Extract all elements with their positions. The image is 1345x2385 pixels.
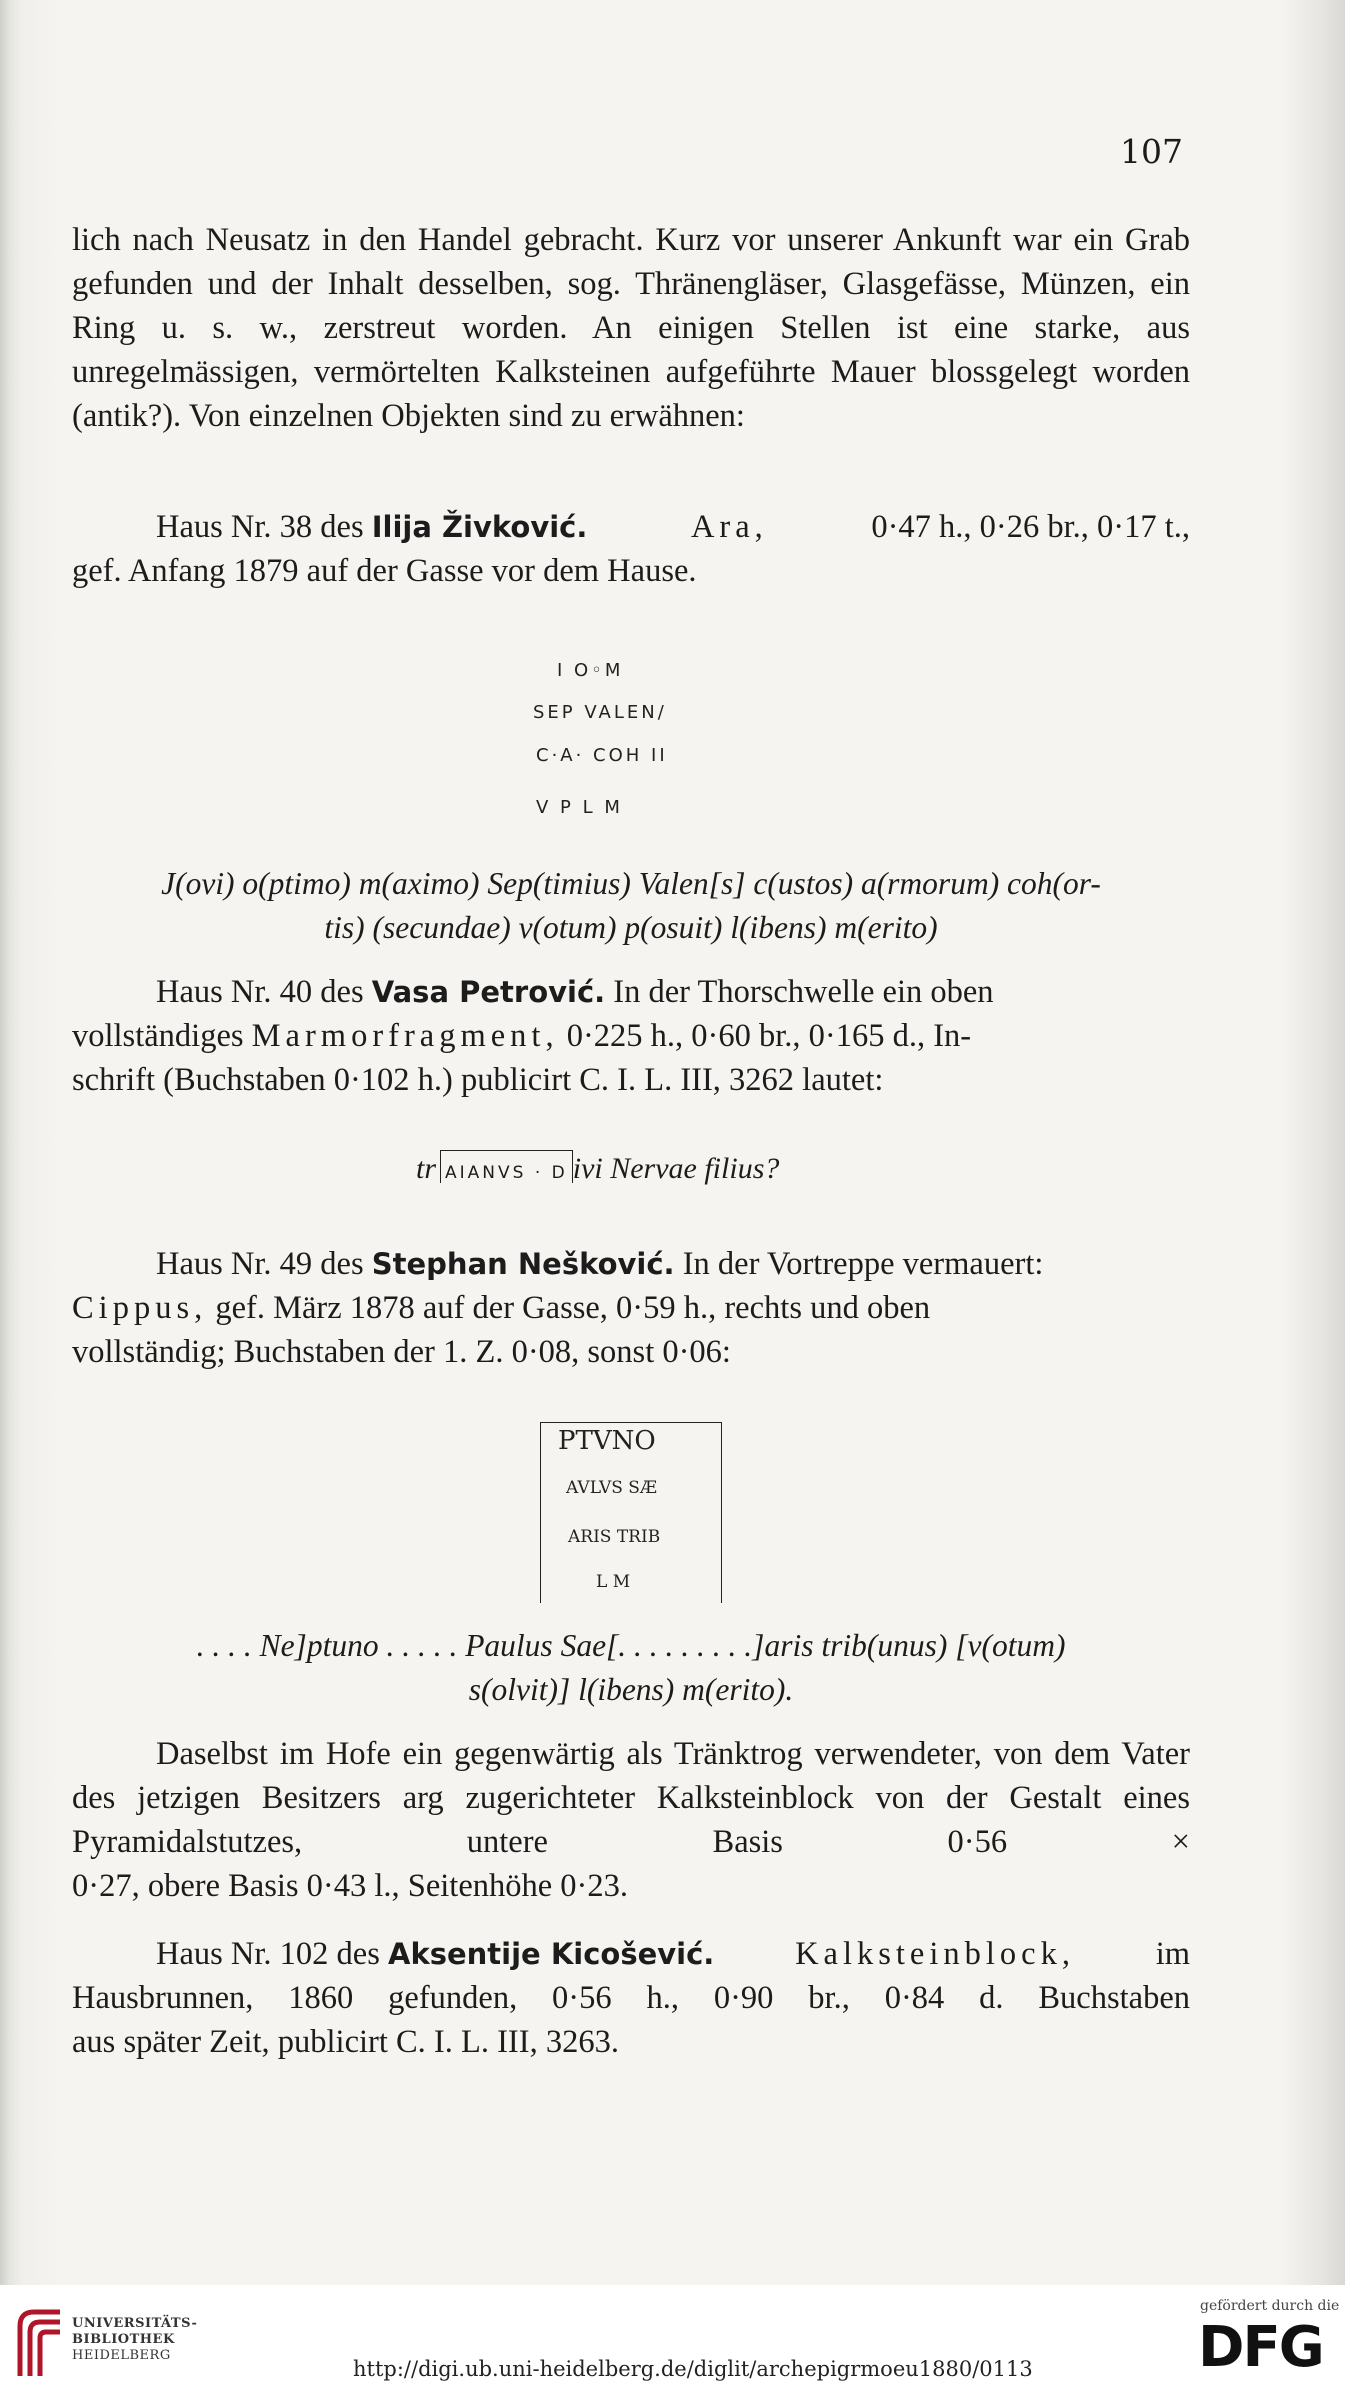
entry-38-line2: gef. Anfang 1879 auf der Gasse vor dem Hause. <box>72 553 697 589</box>
entry-40-line2: vollständiges Marmorfragment, 0·225 h., 0·60 br., 0·165 d., In- <box>72 1018 972 1054</box>
entry-40-line3: schrift (Buchstaben 0·102 h.) publicirt C. I. L. III, 3262 lautet: <box>72 1062 884 1098</box>
hof-paragraph: Daselbst im Hofe ein gegenwärtig als Tränktrog verwendeter, von dem Vater des jetzigen Besitzers arg zugerichteter Kalksteinblock von der Gestalt eines Pyramidalstutzes, untere Basis 0·56 × <box>72 1736 1190 1860</box>
entry-102-line3: aus später Zeit, publicirt C. I. L. III, 3263. <box>72 2024 619 2060</box>
hof-paragraph-last-line: 0·27, obere Basis 0·43 l., Seitenhöhe 0·23. <box>72 1868 629 1904</box>
reading-49-line2: s(olvit)] l(ibens) m(erito). <box>468 1672 794 1707</box>
page-number: 107 <box>1120 132 1183 171</box>
reading-38-line1: J(ovi) o(ptimo) m(aximo) Sep(timius) Valen[s] c(ustos) a(rmorum) coh(or- <box>161 866 1101 901</box>
owner-name: Aksentije Kicošević. <box>388 1937 715 1971</box>
library-name-line: UNIVERSITÄTS- <box>72 2316 198 2331</box>
inscription-line: I O◦M <box>557 660 624 681</box>
object-type: Ara, <box>690 509 768 545</box>
object-type: Cippus, <box>72 1290 208 1326</box>
inscription-line: PTVNO <box>558 1426 656 1456</box>
permalink-url[interactable]: http://digi.ub.uni-heidelberg.de/diglit/archepigrmoeu1880/0113 <box>353 2357 1033 2381</box>
owner-name: Ilija Živković. <box>371 510 588 544</box>
entry-102-line2: Hausbrunnen, 1860 gefunden, 0·56 h., 0·90 br., 0·84 d. Buchstaben <box>72 1980 1190 2016</box>
inscription-line: SEP VALEN/ <box>533 702 667 723</box>
library-name-line: BIBLIOTHEK <box>72 2332 175 2347</box>
library-name-line: HEIDELBERG <box>72 2348 171 2363</box>
inscription-line: C·A· COH II <box>536 745 668 766</box>
reading-38-line2: tis) (secundae) v(otum) p(osuit) l(ibens) m(erito) <box>324 910 938 945</box>
inscription-line: ARIS TRIB <box>568 1527 661 1547</box>
intro-paragraph: lich nach Neusatz in den Handel gebracht. Kurz vor unserer Ankunft war ein Grab gefunden und der Inhalt desselben, sog. Thränengläser, Glasgefässe, Münzen, ein Ring u. s. w., zerstreut worden. An einigen Stellen ist eine starke, aus unregelmässigen, vermörtelten Kalksteinen aufgeführte Mauer blossgelegt worden (antik?). Von einzelnen Objekten sind zu erwähnen: <box>72 222 1190 434</box>
dfg-logo: DFG <box>1198 2315 1323 2380</box>
object-type: Marmorfragment, <box>251 1018 559 1054</box>
entry-49-line1: Haus Nr. 49 des Stephan Nešković. In der Vortreppe vermauert: <box>156 1246 1044 1282</box>
inscription-line: L M <box>596 1572 631 1592</box>
entry-40-line1: Haus Nr. 40 des Vasa Petrović. In der Thorschwelle ein oben <box>156 974 994 1010</box>
entry-102-line1: Haus Nr. 102 des Aksentije Kicošević. Kalksteinblock, im <box>156 1932 1190 1976</box>
inscription-line: V P L M <box>536 797 623 818</box>
entry-49-line2: Cippus, gef. März 1878 auf der Gasse, 0·59 h., rechts und oben <box>72 1290 931 1326</box>
owner-name: Vasa Petrović. <box>371 975 606 1009</box>
university-logo-icon <box>14 2306 66 2378</box>
funded-by-label: gefördert durch die <box>1200 2298 1340 2314</box>
entry-38-line1: Haus Nr. 38 des Ilija Živković. Ara, 0·47 h., 0·26 br., 0·17 t., <box>156 505 1190 549</box>
inscription-40: tr AIANVS · D ivi Nervae filius? <box>416 1152 780 1185</box>
inscription-line: AVLVS SÆ <box>566 1478 657 1498</box>
entry-49-line3: vollständig; Buchstaben der 1. Z. 0·08, sonst 0·06: <box>72 1334 731 1370</box>
object-type: Kalksteinblock, <box>795 1936 1075 1972</box>
reading-49-line1: . . . . Ne]ptuno . . . . . Paulus Sae[. . . . . . . . .]aris trib(unus) [v(otum) <box>196 1628 1066 1663</box>
owner-name: Stephan Nešković. <box>371 1247 675 1281</box>
